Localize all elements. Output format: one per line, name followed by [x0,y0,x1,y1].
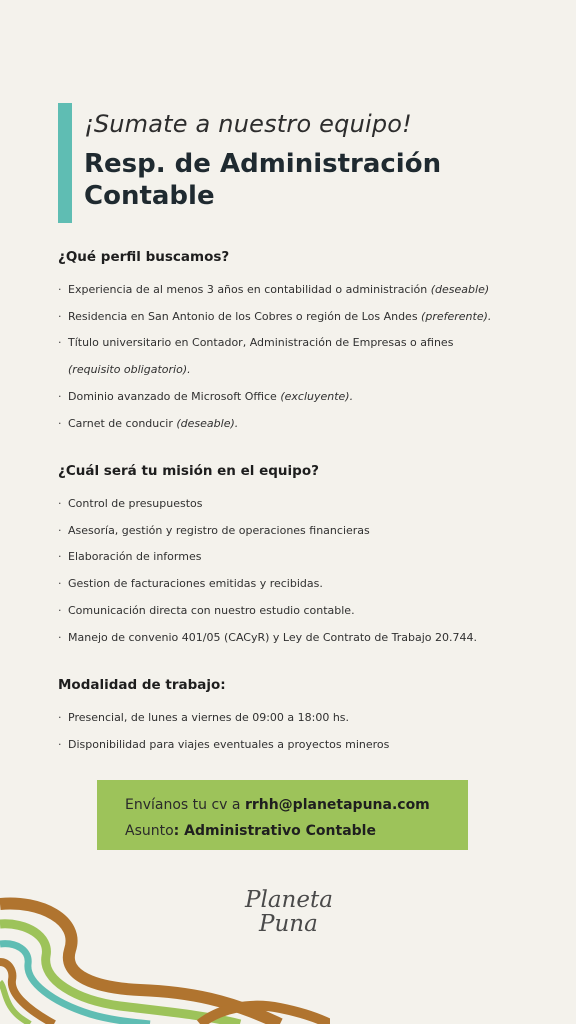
section-heading: ¿Qué perfil buscamos? [58,249,230,265]
list-item: · Carnet de conducir (deseable). [58,411,538,438]
list-item: · Comunicación directa con nuestro estudio contable. [58,598,538,625]
list-item: · Gestion de facturaciones emitidas y recibidas. [58,571,538,598]
planeta-puna-logo: Planeta Puna [245,887,333,937]
section-perfil [58,249,538,437]
topographic-lines-decoration [0,890,330,1024]
section-heading: ¿Cuál será tu misión en el equipo? [58,463,319,479]
list-item: · Presencial, de lunes a viernes de 09:00 a 18:00 hs. [58,705,538,732]
list-item: · Asesoría, gestión y registro de operaciones financieras [58,518,538,545]
page-title: Resp. de Administración Contable [84,149,442,211]
title-accent-bar [58,103,72,223]
section-mision [58,463,538,651]
page-subtitle: ¡Sumate a nuestro equipo! [84,110,412,138]
list-item: · Control de presupuestos [58,491,538,518]
contact-box [97,780,468,850]
list-item: · Dominio avanzado de Microsoft Office (excluyente). [58,384,538,411]
contact-subject-line: Asunto: Administrativo Contable [125,823,376,839]
list-item: · Disponibilidad para viajes eventuales a proyectos mineros [58,732,538,759]
list-item: · Elaboración de informes [58,544,538,571]
section-heading: Modalidad de trabajo: [58,677,226,693]
work-mode-list [58,705,538,758]
section-modalidad [58,677,538,758]
list-item: · Manejo de convenio 401/05 (CACyR) y Ley de Contrato de Trabajo 20.744. [58,625,538,652]
contact-email-line: Envíanos tu cv a rrhh@planetapuna.com [125,797,430,813]
tasks-list [58,491,538,651]
list-item: · Residencia en San Antonio de los Cobres o región de Los Andes (preferente). [58,304,538,331]
list-item: · Experiencia de al menos 3 años en contabilidad o administración (deseable) [58,277,538,304]
list-item: · Título universitario en Contador, Administración de Empresas o afines (requisito obligatorio). [58,330,538,383]
contact-email-link[interactable]: rrhh@planetapuna.com [244,797,430,813]
requirements-list [58,277,538,437]
